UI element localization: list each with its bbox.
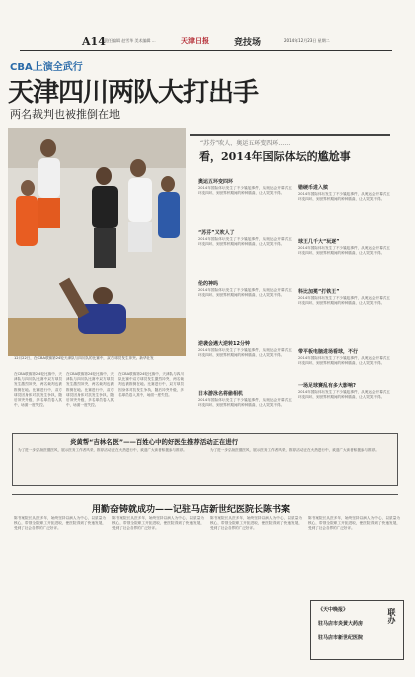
- story-kicker: CBA上演全武行: [10, 62, 83, 73]
- sponsor-line-1: 驻马店市炎黄大药房: [318, 621, 364, 627]
- sidebar-body: 2014年国际体坛发生了不少尴尬事件，从奥运会开幕式五环变四环，到世界杯期间的种种插曲，让人哭笑不得。: [298, 246, 390, 256]
- sidebar-body: 2014年国际体坛发生了不少尴尬事件，从奥运会开幕式五环变四环，到世界杯期间的种种插曲，让人哭笑不得。: [198, 398, 292, 408]
- newspaper-name: 天津日报: [181, 37, 209, 45]
- sponsor-paper: 《天中晚报》: [318, 607, 349, 613]
- sidebar-subhead: 科比加冕“打铁王”: [298, 289, 340, 295]
- sidebar-subhead: 一场足球赛乱有多大影响?: [298, 383, 356, 389]
- sidebar-body: 2014年国际体坛发生了不少尴尬事件，从奥运会开幕式五环变四环，到世界杯期间的种种插曲，让人哭笑不得。: [298, 390, 390, 400]
- article2-title: 用勤奋铸就成功——记驻马店新世纪医院长陈书案: [92, 505, 291, 515]
- photo-caption: 12月22日，在CBA联赛第24轮天津队与四川队的比赛中，双方球员发生冲突。新华社发: [14, 356, 154, 360]
- header-rule: [20, 50, 392, 51]
- news-photo: [8, 128, 186, 356]
- sidebar-body: 2014年国际体坛发生了不少尴尬事件，从奥运会开幕式五环变四环，到世界杯期间的种种插曲，让人哭笑不得。: [298, 356, 390, 366]
- article2-body: 陈书案院长从医多年，始终坚持以病人为中心，以质量为核心，带领全院职工开拓进取，使医院得到了快速发展，受到了社会各界的广泛好评。: [210, 516, 302, 531]
- sidebar-body: 2014年国际体坛发生了不少尴尬事件，从奥运会开幕式五环变四环，到世界杯期间的种种插曲，让人哭笑不得。: [298, 296, 390, 306]
- section-rule: [12, 494, 398, 495]
- story-headline: 天津四川两队大打出手: [8, 78, 259, 108]
- story-body-col-1: 在CBA联赛第24轮比赛中，天津队与四川队比赛中双方球员发生激烈冲突，两名裁判也被推倒在地。比赛进行中，双方球员因身体对抗发生争执，随后冲突升级，多名球员卷入其中，场面一度失控。: [14, 372, 62, 408]
- sidebar-subhead: 伦的神吗: [198, 281, 219, 287]
- sidebar-subhead: “苏芬”又吹人了: [198, 230, 235, 236]
- story-body-col-3: 在CBA联赛第24轮比赛中，天津队与四川队比赛中双方球员发生激烈冲突，两名裁判也被推倒在地。比赛进行中，双方球员因身体对抗发生争执，随后冲突升级，多名球员卷入其中，场面一度失控。: [118, 372, 184, 397]
- issue-date: 2014年12月23日 星期二: [284, 38, 330, 43]
- sidebar-subhead: 逆袭会遇大逆转12分钟: [198, 341, 250, 347]
- sidebar-body: 2014年国际体坛发生了不少尴尬事件，从奥运会开幕式五环变四环，到世界杯期间的种种插曲，让人哭笑不得。: [198, 186, 292, 196]
- story-body-col-2: 在CBA联赛第24轮比赛中，天津队与四川队比赛中双方球员发生激烈冲突，两名裁判也被推倒在地。比赛进行中，双方球员因身体对抗发生争执，随后冲突升级，多名球员卷入其中，场面一度失控。: [66, 372, 114, 408]
- story-subhead: 两名裁判也被推倒在地: [10, 108, 120, 121]
- banner-body: 为了进一步弘扬医德医风，展示医务工作者风采，推荐活动正在火热进行中，欢迎广大读者积极参与推荐。: [210, 448, 379, 452]
- sidebar-subhead: 奥运五环变四环: [198, 179, 234, 185]
- banner-body: 为了进一步弘扬医德医风，展示医务工作者风采，推荐活动正在火热进行中，欢迎广大读者积极参与推荐。: [18, 448, 187, 452]
- sidebar-kicker: “苏芬”吹人、奥运五环变四环……: [200, 140, 291, 147]
- sidebar-body: 2014年国际体坛发生了不少尴尬事件，从奥运会开幕式五环变四环，到世界杯期间的种种插曲，让人哭笑不得。: [198, 348, 292, 358]
- sponsor-side-label: 联办: [387, 608, 396, 624]
- sidebar-body: 2014年国际体坛发生了不少尴尬事件，从奥运会开幕式五环变四环，到世界杯期间的种种插曲，让人哭笑不得。: [298, 192, 390, 202]
- sidebar-title: 看，2014年国际体坛的尴尬事: [199, 150, 351, 163]
- sponsor-line-2: 驻马店市新世纪医院: [318, 635, 364, 641]
- sidebar-subhead: 带平板电脑进场看球，不行: [298, 349, 359, 355]
- sidebar-subhead: 错硬币进入殡: [298, 185, 329, 191]
- sidebar-body: 2014年国际体坛发生了不少尴尬事件，从奥运会开幕式五环变四环，到世界杯期间的种种插曲，让人哭笑不得。: [198, 288, 292, 298]
- article2-body: 陈书案院长从医多年，始终坚持以病人为中心，以质量为核心，带领全院职工开拓进取，使医院得到了快速发展，受到了社会各界的广泛好评。: [14, 516, 106, 531]
- sidebar-subhead: 球王几千大“玩逐”: [298, 239, 340, 245]
- basketball-brawl-image: [8, 128, 186, 356]
- section-name: 竞技场: [234, 38, 262, 48]
- sidebar-subhead: 日本游泳名将偷相机: [198, 391, 244, 397]
- article2-body: 陈书案院长从医多年，始终坚持以病人为中心，以质量为核心，带领全院职工开拓进取，使医院得到了快速发展，受到了社会各界的广泛好评。: [112, 516, 204, 531]
- sidebar-body: 2014年国际体坛发生了不少尴尬事件，从奥运会开幕式五环变四环，到世界杯期间的种种插曲，让人哭笑不得。: [198, 237, 292, 247]
- article2-body: 陈书案院长从医多年，始终坚持以病人为中心，以质量为核心，带领全院职工开拓进取，使医院得到了快速发展，受到了社会各界的广泛好评。: [308, 516, 400, 531]
- page-number: A14: [82, 35, 106, 48]
- editor-meta: 责任编辑 赵雪华 美术编辑 ...: [104, 38, 156, 43]
- banner-title: 炎黄帮“吉林名医”——百姓心中的好医生推荐活动正在进行: [70, 438, 239, 446]
